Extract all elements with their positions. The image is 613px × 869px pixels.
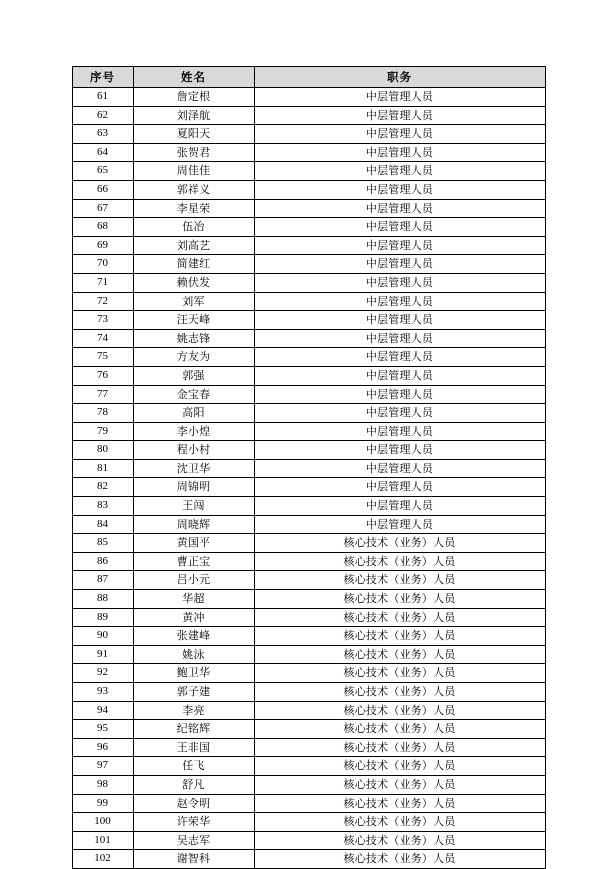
cell-name: 黄冲 bbox=[133, 608, 254, 627]
cell-seq: 70 bbox=[72, 255, 133, 274]
cell-seq: 77 bbox=[72, 385, 133, 404]
cell-title: 中层管理人员 bbox=[254, 106, 545, 125]
table-row bbox=[72, 497, 545, 516]
cell-seq: 81 bbox=[72, 459, 133, 478]
cell-title: 核心技术（业务）人员 bbox=[254, 590, 545, 609]
table-row bbox=[72, 459, 545, 478]
cell-name: 姚泳 bbox=[133, 645, 254, 664]
table-row bbox=[72, 441, 545, 460]
cell-seq: 92 bbox=[72, 664, 133, 683]
table-row bbox=[72, 701, 545, 720]
roster-table bbox=[72, 66, 546, 869]
cell-seq: 86 bbox=[72, 552, 133, 571]
cell-seq: 76 bbox=[72, 366, 133, 385]
cell-title: 核心技术（业务）人员 bbox=[254, 794, 545, 813]
table-row bbox=[72, 831, 545, 850]
cell-title: 核心技术（业务）人员 bbox=[254, 738, 545, 757]
cell-title: 核心技术（业务）人员 bbox=[254, 534, 545, 553]
cell-name: 程小村 bbox=[133, 441, 254, 460]
cell-title: 中层管理人员 bbox=[254, 497, 545, 516]
cell-name: 简建红 bbox=[133, 255, 254, 274]
cell-name: 沈卫华 bbox=[133, 459, 254, 478]
cell-seq: 75 bbox=[72, 348, 133, 367]
table-row bbox=[72, 311, 545, 330]
table-row bbox=[72, 385, 545, 404]
cell-title: 中层管理人员 bbox=[254, 162, 545, 181]
table-row bbox=[72, 273, 545, 292]
table-row bbox=[72, 608, 545, 627]
table-row bbox=[72, 720, 545, 739]
table-row bbox=[72, 590, 545, 609]
table-row bbox=[72, 683, 545, 702]
cell-seq: 79 bbox=[72, 422, 133, 441]
cell-name: 郭强 bbox=[133, 366, 254, 385]
cell-name: 任飞 bbox=[133, 757, 254, 776]
cell-seq: 90 bbox=[72, 627, 133, 646]
cell-title: 中层管理人员 bbox=[254, 459, 545, 478]
table-row bbox=[72, 571, 545, 590]
cell-name: 李星荣 bbox=[133, 199, 254, 218]
cell-seq: 68 bbox=[72, 218, 133, 237]
cell-seq: 95 bbox=[72, 720, 133, 739]
table-row bbox=[72, 162, 545, 181]
cell-title: 核心技术（业务）人员 bbox=[254, 608, 545, 627]
cell-seq: 72 bbox=[72, 292, 133, 311]
table-row bbox=[72, 106, 545, 125]
cell-title: 核心技术（业务）人员 bbox=[254, 571, 545, 590]
cell-name: 周晓辉 bbox=[133, 515, 254, 534]
table-row bbox=[72, 627, 545, 646]
table-row bbox=[72, 515, 545, 534]
cell-title: 核心技术（业务）人员 bbox=[254, 813, 545, 832]
cell-name: 曹正宝 bbox=[133, 552, 254, 571]
cell-seq: 73 bbox=[72, 311, 133, 330]
cell-seq: 97 bbox=[72, 757, 133, 776]
table-row bbox=[72, 143, 545, 162]
table-row bbox=[72, 348, 545, 367]
cell-seq: 83 bbox=[72, 497, 133, 516]
cell-title: 中层管理人员 bbox=[254, 199, 545, 218]
cell-title: 核心技术（业务）人员 bbox=[254, 831, 545, 850]
cell-seq: 63 bbox=[72, 125, 133, 144]
cell-name: 吕小元 bbox=[133, 571, 254, 590]
column-header-seq: 序号 bbox=[72, 67, 133, 88]
cell-name: 张建峰 bbox=[133, 627, 254, 646]
table-row bbox=[72, 645, 545, 664]
cell-name: 李小煌 bbox=[133, 422, 254, 441]
cell-seq: 94 bbox=[72, 701, 133, 720]
cell-seq: 74 bbox=[72, 329, 133, 348]
cell-name: 舒凡 bbox=[133, 775, 254, 794]
cell-title: 核心技术（业务）人员 bbox=[254, 720, 545, 739]
cell-name: 方友为 bbox=[133, 348, 254, 367]
cell-title: 核心技术（业务）人员 bbox=[254, 701, 545, 720]
cell-seq: 67 bbox=[72, 199, 133, 218]
cell-name: 赖伏发 bbox=[133, 273, 254, 292]
cell-seq: 93 bbox=[72, 683, 133, 702]
table-row bbox=[72, 664, 545, 683]
cell-name: 周佳佳 bbox=[133, 162, 254, 181]
cell-title: 中层管理人员 bbox=[254, 329, 545, 348]
cell-title: 中层管理人员 bbox=[254, 478, 545, 497]
cell-seq: 89 bbox=[72, 608, 133, 627]
cell-seq: 78 bbox=[72, 404, 133, 423]
table-row bbox=[72, 794, 545, 813]
cell-title: 中层管理人员 bbox=[254, 311, 545, 330]
cell-name: 夏阳天 bbox=[133, 125, 254, 144]
table-row bbox=[72, 775, 545, 794]
cell-title: 核心技术（业务）人员 bbox=[254, 664, 545, 683]
table-body bbox=[72, 88, 545, 869]
cell-name: 周锦明 bbox=[133, 478, 254, 497]
cell-name: 姚志锋 bbox=[133, 329, 254, 348]
cell-seq: 71 bbox=[72, 273, 133, 292]
cell-title: 核心技术（业务）人员 bbox=[254, 627, 545, 646]
table-row bbox=[72, 813, 545, 832]
cell-seq: 82 bbox=[72, 478, 133, 497]
cell-name: 李亮 bbox=[133, 701, 254, 720]
cell-title: 核心技术（业务）人员 bbox=[254, 645, 545, 664]
table-row bbox=[72, 757, 545, 776]
cell-seq: 99 bbox=[72, 794, 133, 813]
cell-title: 中层管理人员 bbox=[254, 273, 545, 292]
cell-title: 中层管理人员 bbox=[254, 515, 545, 534]
cell-title: 核心技术（业务）人员 bbox=[254, 683, 545, 702]
cell-name: 王闯 bbox=[133, 497, 254, 516]
cell-seq: 65 bbox=[72, 162, 133, 181]
cell-name: 赵令明 bbox=[133, 794, 254, 813]
cell-title: 中层管理人员 bbox=[254, 218, 545, 237]
table-row bbox=[72, 125, 545, 144]
table-header bbox=[72, 67, 545, 88]
table-row bbox=[72, 218, 545, 237]
cell-name: 许荣华 bbox=[133, 813, 254, 832]
cell-title: 中层管理人员 bbox=[254, 441, 545, 460]
cell-seq: 87 bbox=[72, 571, 133, 590]
cell-title: 中层管理人员 bbox=[254, 180, 545, 199]
table-row bbox=[72, 552, 545, 571]
cell-title: 中层管理人员 bbox=[254, 125, 545, 144]
cell-name: 刘高艺 bbox=[133, 236, 254, 255]
cell-title: 中层管理人员 bbox=[254, 292, 545, 311]
cell-seq: 84 bbox=[72, 515, 133, 534]
cell-seq: 64 bbox=[72, 143, 133, 162]
cell-title: 中层管理人员 bbox=[254, 255, 545, 274]
cell-name: 金宝春 bbox=[133, 385, 254, 404]
table-header-row bbox=[72, 67, 545, 88]
roster-table-wrapper bbox=[72, 66, 542, 869]
cell-seq: 102 bbox=[72, 850, 133, 869]
cell-title: 中层管理人员 bbox=[254, 348, 545, 367]
cell-name: 张贺君 bbox=[133, 143, 254, 162]
cell-name: 华超 bbox=[133, 590, 254, 609]
cell-name: 谢智科 bbox=[133, 850, 254, 869]
cell-title: 核心技术（业务）人员 bbox=[254, 552, 545, 571]
cell-seq: 98 bbox=[72, 775, 133, 794]
table-row bbox=[72, 366, 545, 385]
table-row bbox=[72, 534, 545, 553]
cell-name: 纪铭辉 bbox=[133, 720, 254, 739]
column-header-title: 职务 bbox=[254, 67, 545, 88]
cell-seq: 69 bbox=[72, 236, 133, 255]
cell-name: 郭祥义 bbox=[133, 180, 254, 199]
table-row bbox=[72, 478, 545, 497]
cell-seq: 85 bbox=[72, 534, 133, 553]
cell-seq: 101 bbox=[72, 831, 133, 850]
column-header-name: 姓名 bbox=[133, 67, 254, 88]
cell-seq: 62 bbox=[72, 106, 133, 125]
cell-name: 郭子建 bbox=[133, 683, 254, 702]
cell-name: 黄国平 bbox=[133, 534, 254, 553]
cell-title: 核心技术（业务）人员 bbox=[254, 775, 545, 794]
table-row bbox=[72, 255, 545, 274]
cell-name: 詹定根 bbox=[133, 88, 254, 107]
table-row bbox=[72, 199, 545, 218]
cell-title: 中层管理人员 bbox=[254, 422, 545, 441]
table-row bbox=[72, 422, 545, 441]
cell-name: 刘军 bbox=[133, 292, 254, 311]
cell-title: 中层管理人员 bbox=[254, 88, 545, 107]
table-row bbox=[72, 180, 545, 199]
cell-seq: 91 bbox=[72, 645, 133, 664]
table-row bbox=[72, 292, 545, 311]
table-row bbox=[72, 738, 545, 757]
cell-title: 中层管理人员 bbox=[254, 385, 545, 404]
cell-name: 高阳 bbox=[133, 404, 254, 423]
table-row bbox=[72, 88, 545, 107]
cell-title: 核心技术（业务）人员 bbox=[254, 757, 545, 776]
table-row bbox=[72, 236, 545, 255]
cell-title: 核心技术（业务）人员 bbox=[254, 850, 545, 869]
table-row bbox=[72, 329, 545, 348]
cell-title: 中层管理人员 bbox=[254, 366, 545, 385]
cell-name: 刘泽航 bbox=[133, 106, 254, 125]
table-row bbox=[72, 404, 545, 423]
cell-seq: 88 bbox=[72, 590, 133, 609]
cell-title: 中层管理人员 bbox=[254, 236, 545, 255]
cell-seq: 61 bbox=[72, 88, 133, 107]
cell-seq: 80 bbox=[72, 441, 133, 460]
cell-seq: 96 bbox=[72, 738, 133, 757]
cell-seq: 100 bbox=[72, 813, 133, 832]
cell-name: 王非国 bbox=[133, 738, 254, 757]
cell-name: 吴志军 bbox=[133, 831, 254, 850]
cell-title: 中层管理人员 bbox=[254, 143, 545, 162]
cell-name: 鲍卫华 bbox=[133, 664, 254, 683]
cell-name: 汪天峰 bbox=[133, 311, 254, 330]
cell-seq: 66 bbox=[72, 180, 133, 199]
cell-title: 中层管理人员 bbox=[254, 404, 545, 423]
cell-name: 伍冶 bbox=[133, 218, 254, 237]
